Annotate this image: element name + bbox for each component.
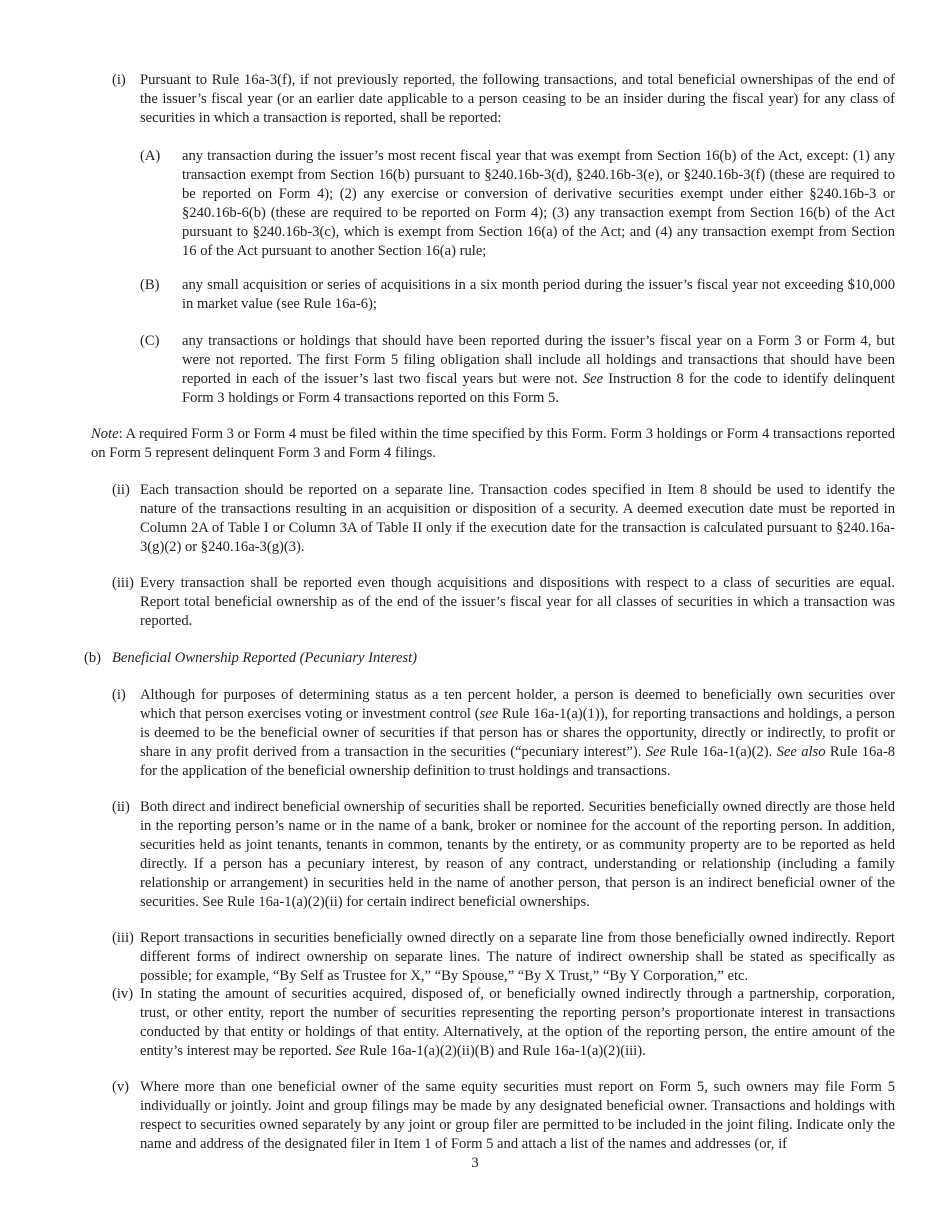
item-number: (ii) [112, 799, 130, 815]
section-number: (b) [84, 650, 102, 666]
see-reference: See [335, 1043, 356, 1059]
see-reference: See [645, 744, 666, 760]
section-b-heading [84, 649, 895, 668]
item-number: (iii) [112, 930, 134, 946]
item-number: (C) [140, 333, 160, 349]
item-number: (A) [140, 148, 161, 164]
paragraph-a-i-A [140, 147, 895, 261]
text-part: Rule 16a-1(a)(2). [665, 744, 777, 760]
see-reference: see [479, 706, 499, 722]
note-label: Note [91, 426, 119, 442]
item-text: Every transaction shall be reported even though acquisitions and dispositions with respect to a class of securities are equal. Report total beneficial ownership as of the end of the issuer’s fiscal year for all classes of securities in which a transaction was reported. [140, 575, 895, 629]
item-text: any small acquisition or series of acquisitions in a six month period during the issuer’s fiscal year not exceeding $10,000 in market value (see Rule 16a-6); [182, 277, 895, 312]
item-text: Report transactions in securities beneficially owned directly on a separate line from those beneficially owned indirectly. Report different forms of indirect ownership on separate lines. The nature of indirect ownership shall be stated as specifically as possible; for example, “By Self as Trustee for X,” “By Spouse,” “By X Trust,” “By Y Corporation,” etc. [140, 930, 895, 984]
text-part: Instruction 8 for the code to identify delinquent Form 3 holdings or Form 4 transactions reported on this Form 5. [182, 371, 895, 406]
paragraph-b-i [112, 686, 895, 781]
item-text: any transaction during the issuer’s most recent fiscal year that was exempt from Section 16(b) of the Act, except: (1) any transaction exempt from Section 16(b) pursuant to §240.16b-3(d), §240.16b-3(e), or §240.16b-3(f) (these are required to be reported on Form 4); (2) any exercise or conversion of derivative securities exempt under either §240.16b-3 or §240.16b-6(b) (these are required to be reported on Form 4); (3) any transaction exempt from Section 16(b) of the Act pursuant to §240.16b-3(c), which is exempt from Section 16(a) of the Act; and (4) any transaction exempt from Section 16 of the Act pursuant to another Section 16(a) rule; [182, 148, 895, 259]
item-number: (iv) [112, 986, 134, 1002]
paragraph-b-iii [112, 929, 895, 986]
item-number: (ii) [112, 482, 130, 498]
item-number: (B) [140, 277, 160, 293]
paragraph-a-i-C [140, 332, 895, 408]
see-reference: See [582, 371, 604, 387]
item-number: (i) [112, 687, 126, 703]
text-part: Although for purposes of determining status as a ten percent holder, a person is deemed to beneficially own securities over which that person exercises voting or investment control ( [140, 687, 895, 722]
page-number: 3 [471, 1155, 479, 1171]
item-text: Where more than one beneficial owner of the same equity securities must report on Form 5, such owners may file Form 5 individually or jointly. Joint and group filings may be made by any designated beneficial owner. Transactions and holdings with respect to securities owned separately by any joint or group filer are permitted to be included in the joint filing. Indicate only the name and address of the designated filer in Item 1 of Form 5 and attach a list of the names and addresses (or, if [140, 1079, 895, 1152]
paragraph-b-ii [112, 798, 895, 912]
paragraph-a-i-B [140, 276, 895, 314]
item-text [140, 985, 895, 1061]
item-text [182, 332, 895, 408]
item-text [140, 686, 895, 781]
see-reference: See also [776, 744, 826, 760]
paragraph-a-i [112, 71, 895, 128]
text-part: Rule 16a-1(a)(2)(ii)(B) and Rule 16a-1(a)(2)(iii). [355, 1043, 646, 1059]
item-number: (v) [112, 1079, 130, 1095]
item-number: (i) [112, 72, 126, 88]
paragraph-b-v [112, 1078, 895, 1154]
item-text: Each transaction should be reported on a separate line. Transaction codes specified in Item 8 should be used to identify the nature of the transactions resulting in an acquisition or disposition of a security. A deemed execution date must be reported in Column 2A of Table I or Column 3A of Table II only if the execution date for the transaction is calculated pursuant to §240.16a-3(g)(2) or §240.16a-3(g)(3). [140, 482, 895, 555]
text-part: any transactions or holdings that should have been reported during the issuer’s fiscal year on a Form 3 or Form 4, but were not reported. The first Form 5 filing obligation shall include all holdings and transactions that should have been reported in each of the issuer’s last two fiscal years but were not. [182, 333, 895, 387]
item-text: Both direct and indirect beneficial ownership of securities shall be reported. Securities beneficially owned directly are those held in the reporting person’s name or in the name of a bank, broker or nominee for the account of the reporting person. In addition, securities held as joint tenants, tenants in common, tenants by the entirety, or as community property are to be reported as held directly. If a person has a pecuniary interest, by reason of any contract, understanding or relationship (including a family relationship or arrangement) in securities held in the name of another person, that person is an indirect beneficial owner of the securities. See Rule 16a-1(a)(2)(ii) for certain indirect beneficial ownerships. [140, 799, 895, 910]
item-number: (iii) [112, 575, 134, 591]
text-part: Rule 16a-8 for the application of the beneficial ownership definition to trust holdings and transactions. [140, 744, 895, 779]
text-part: Rule 16a-1(a)(1)), for reporting transactions and holdings, a person is deemed to be the beneficial owner of securities if that person has or shares the opportunity, directly or indirectly, to profit or share in any profit derived from a transaction in the securities (“pecuniary interest”). [140, 706, 895, 760]
note-text: : A required Form 3 or Form 4 must be filed within the time specified by this Form. Form 3 holdings or Form 4 transactions reported on Form 5 represent delinquent Form 3 and Form 4 filings. [91, 426, 895, 461]
item-text: Pursuant to Rule 16a-3(f), if not previously reported, the following transactions, and total beneficial ownershipas of the end of the issuer’s fiscal year (or an earlier date applicable to a person ceasing to be an insider during the fiscal year) for any class of securities in which a transaction is reported, shall be reported: [140, 72, 895, 126]
text-part: In stating the amount of securities acquired, disposed of, or beneficially owned indirectly through a partnership, corporation, trust, or other entity, report the number of securities representing the reporting person’s proportionate interest in transactions conducted by that entity or holdings of that entity. Alternatively, at the option of the reporting person, the entire amount of the entity’s interest may be reported. [140, 986, 895, 1059]
note-paragraph [91, 425, 895, 463]
paragraph-a-iii [112, 574, 895, 631]
paragraph-b-iv [112, 985, 895, 1061]
section-title: Beneficial Ownership Reported (Pecuniary Interest) [112, 650, 418, 666]
paragraph-a-ii [112, 481, 895, 557]
